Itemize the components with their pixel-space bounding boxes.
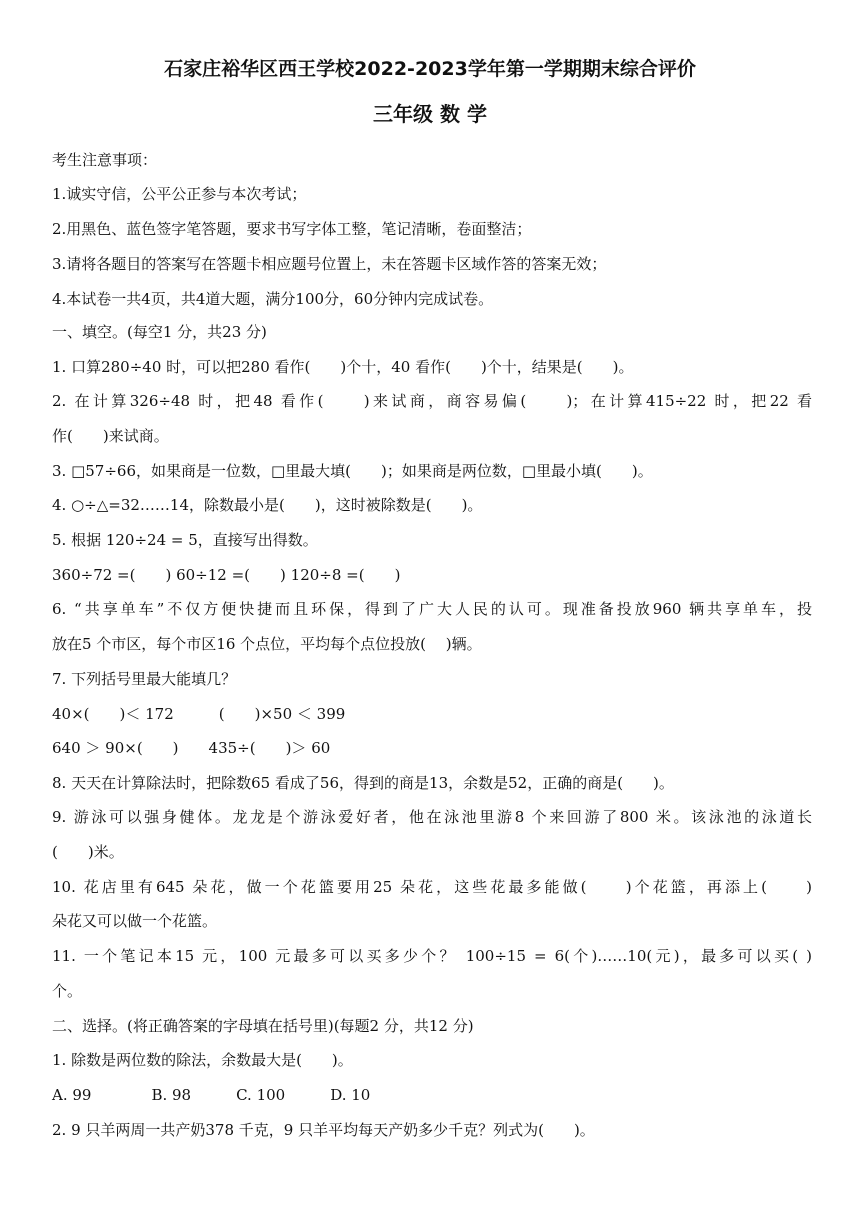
- exam-subtitle: 三年级 数 学: [373, 102, 487, 126]
- question-line: 2. 在计算326÷48 时，把48 看作( )来试商，商容易偏( )；在计算415÷22 时，把22 看: [52, 392, 812, 410]
- question-line: 作( )来试商。: [52, 427, 169, 445]
- notice-heading: 考生注意事项：: [52, 151, 158, 169]
- question-line: 640 ＞ 90×( ) 435÷( )＞ 60: [52, 739, 331, 757]
- exam-title: 石家庄裕华区西王学校2022-2023学年第一学期期末综合评价: [164, 58, 696, 80]
- choice-options: A. 99 B. 98 C. 100 D. 10: [52, 1086, 371, 1104]
- question-line: 1. 口算280÷40 时，可以把280 看作( )个十，40 看作( )个十，结果是( )。: [52, 358, 634, 376]
- question-line: 放在5 个市区，每个市区16 个点位，平均每个点位投放( )辆。: [52, 635, 482, 653]
- question-line: 10. 花店里有645 朵花，做一个花篮要用25 朵花，这些花最多能做( )个花篮，再添上( ): [52, 878, 812, 896]
- question-line: 2. 9 只羊两周一共产奶378 千克，9 只羊平均每天产奶多少千克？列式为( )。: [52, 1121, 595, 1139]
- question-line: 1. 除数是两位数的除法，余数最大是( )。: [52, 1051, 353, 1069]
- question-line: 个。: [52, 982, 83, 1000]
- notice-item: 1.诚实守信，公平公正参与本次考试；: [52, 185, 307, 203]
- question-line: 5. 根据 120÷24 = 5，直接写出得数。: [52, 531, 318, 549]
- question-line: 40×( )＜ 172 ( )×50 ＜ 399: [52, 705, 346, 723]
- notice-item: 3.请将各题目的答案写在答题卡相应题号位置上，未在答题卡区域作答的答案无效；: [52, 255, 607, 273]
- question-line: 11. 一个笔记本15 元，100 元最多可以买多少个？ 100÷15 = 6(个)……10(元)，最多可以买( ): [52, 947, 812, 965]
- question-line: 4. ○÷△=32……14，除数最小是( )，这时被除数是( )。: [52, 496, 483, 514]
- question-line: 6. “共享单车”不仅方便快捷而且环保，得到了广大人民的认可。现准备投放960 辆共享单车，投: [52, 600, 812, 618]
- question-line: 7. 下列括号里最大能填几？: [52, 670, 237, 688]
- question-line: 8. 天天在计算除法时，把除数65 看成了56，得到的商是13，余数是52，正确的商是( )。: [52, 774, 674, 792]
- question-line: 360÷72 =( ) 60÷12 =( ) 120÷8 =( ): [52, 566, 401, 584]
- notice-item: 2.用黑色、蓝色签字笔答题，要求书写字体工整，笔记清晰，卷面整洁；: [52, 220, 532, 238]
- question-line: 3. □57÷66，如果商是一位数，□里最大填( )；如果商是两位数，□里最小填( )。: [52, 462, 653, 480]
- question-line: 9. 游泳可以强身健体。龙龙是个游泳爱好者，他在泳池里游8 个来回游了800 米。该泳池的泳道长: [52, 808, 812, 826]
- section-heading-choice: 二、选择。(将正确答案的字母填在括号里)(每题2 分，共12 分): [52, 1017, 474, 1035]
- question-line: 朵花又可以做一个花篮。: [52, 912, 218, 930]
- section-heading-fill-blank: 一、填空。(每空1 分，共23 分): [52, 323, 267, 341]
- notice-item: 4.本试卷一共4页，共4道大题，满分100分，60分钟内完成试卷。: [52, 290, 494, 308]
- question-line: ( )米。: [52, 843, 124, 861]
